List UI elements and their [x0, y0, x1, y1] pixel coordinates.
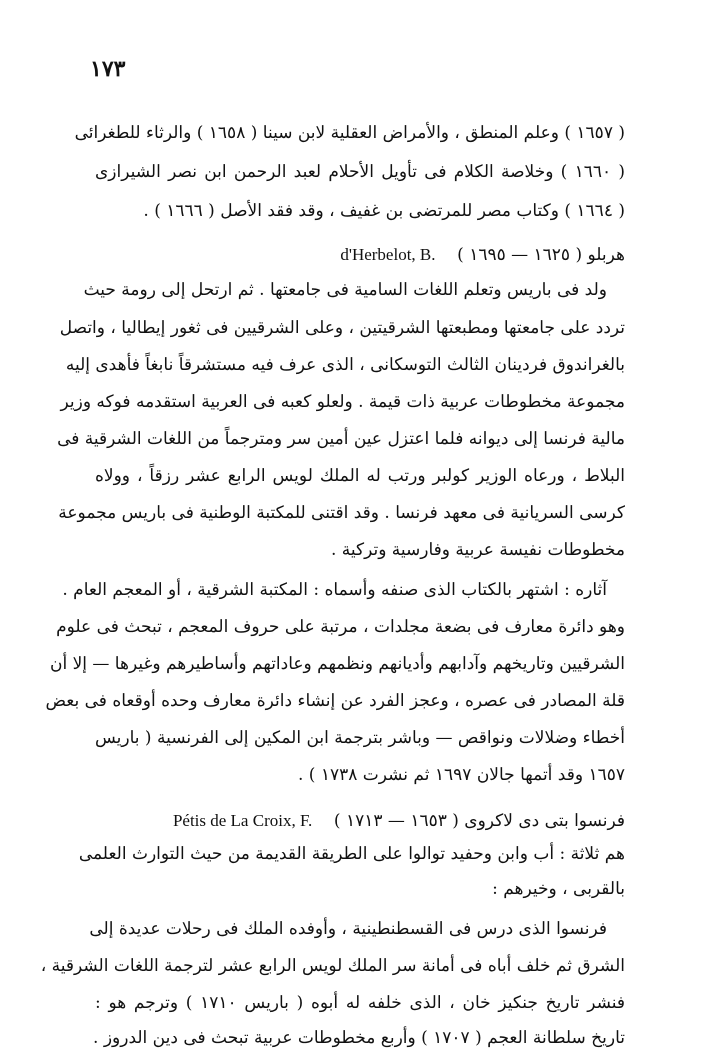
- text-line: وهو دائرة معارف فى بضعة مجلدات ، مرتبة على حروف المعجم ، تبحث فى علوم: [56, 617, 625, 637]
- heading-latin: d'Herbelot, B.: [340, 245, 436, 264]
- text-line: الشرقيين وتاريخهم وآدابهم وأديانهم ونظمهم وعاداتهم وأساطيرهم وغيرها — إلا أن: [49, 654, 625, 674]
- heading-arabic: هربلو ( ١٦٢٥ — ١٦٩٥ ): [457, 245, 625, 265]
- text-line: ( ١٦٦٤ ) وكتاب مصر للمرتضى بن غفيف ، وقد فقد الأصل ( ١٦٦٦ ) .: [143, 201, 625, 221]
- text-line: بالغراندوق فردينان الثالث التوسكانى ، الذى عرف فيه مستشرقاً نابغاً فأهدى إليه: [65, 355, 625, 375]
- text-line: ( ١٦٦٠ ) وخلاصة الكلام فى تأويل الأحلام لعبد الرحمن ابن نصر الشيرازى: [95, 162, 626, 182]
- entry-heading-herbelot: [340, 246, 625, 264]
- text-line: ( ١٦٥٧ ) وعلم المنطق ، والأمراض العقلية لابن سينا ( ١٦٥٨ ) والرثاء للطغرائى: [74, 123, 625, 143]
- heading-arabic: فرنسوا بتى دى لاكروى ( ١٦٥٣ — ١٧١٣ ): [333, 811, 625, 831]
- text-line: آثاره : اشتهر بالكتاب الذى صنفه وأسماه : المكتبة الشرقية ، أو المعجم العام .: [62, 580, 607, 600]
- heading-latin: Pétis de La Croix, F.: [172, 811, 313, 830]
- text-line: تاريخ سلطانة العجم ( ١٧٠٧ ) وأربع مخطوطات عربية تبحث فى دين الدروز .: [93, 1028, 625, 1048]
- text-line: ولد فى باريس وتعلم اللغات السامية فى جامعتها . ثم ارتحل إلى رومة حيث: [83, 280, 607, 300]
- text-line: بالقربى ، وخيرهم :: [492, 879, 625, 899]
- text-line: قلة المصادر فى عصره ، وعجز الفرد عن إنشاء دائرة معارف وحده أوقعاه فى بعض: [45, 691, 625, 711]
- entry-heading-petis: [173, 812, 625, 830]
- text-line: الشرق ثم خلف أباه فى أمانة سر الملك لويس الرابع عشر لترجمة اللغات الشرقية ،: [40, 956, 625, 976]
- page-number: ١٧٣: [90, 56, 126, 82]
- text-line: كرسى السريانية فى معهد فرنسا . وقد اقتنى للمكتبة الوطنية فى باريس مجموعة: [58, 503, 625, 523]
- text-line: مالية فرنسا إلى ديوانه فلما اعتزل عين أمين سر ومترجماً من اللغات الشرقية فى: [57, 429, 625, 449]
- text-line: تردد على جامعتها ومطبعتها الشرقيتين ، وعلى الشرقيين فى ثغور إيطاليا ، واتصل: [59, 318, 625, 338]
- text-line: مخطوطات نفيسة عربية وفارسية وتركية .: [330, 540, 625, 560]
- text-line: فرنسوا الذى درس فى القسطنطينية ، وأوفده الملك فى رحلات عديدة إلى: [89, 919, 607, 939]
- text-line: مجموعة مخطوطات عربية ذات قيمة . ولعلو كعبه فى العربية استقدمه فوكه وزير: [60, 392, 625, 412]
- text-line: البلاط ، ورعاه الوزير كولبر ورتب له الملك لويس الرابع عشر رزقاً ، وولاه: [95, 466, 625, 486]
- text-line: أخطاء وضلالات ونواقص — وباشر بترجمة ابن المكين إلى الفرنسية ( باريس: [95, 728, 625, 748]
- text-line: هم ثلاثة : أب وابن وحفيد توالوا على الطريقة القديمة من حيث التوارث العلمى: [78, 844, 625, 864]
- text-line: ١٦٥٧ وقد أتمها جالان ١٦٩٧ ثم نشرت ١٧٣٨ ) .: [297, 765, 625, 785]
- text-line: فنشر تاريخ جنكيز خان ، الذى خلفه له أبوه ( باريس ١٧١٠ ) وترجم هو :: [95, 993, 625, 1013]
